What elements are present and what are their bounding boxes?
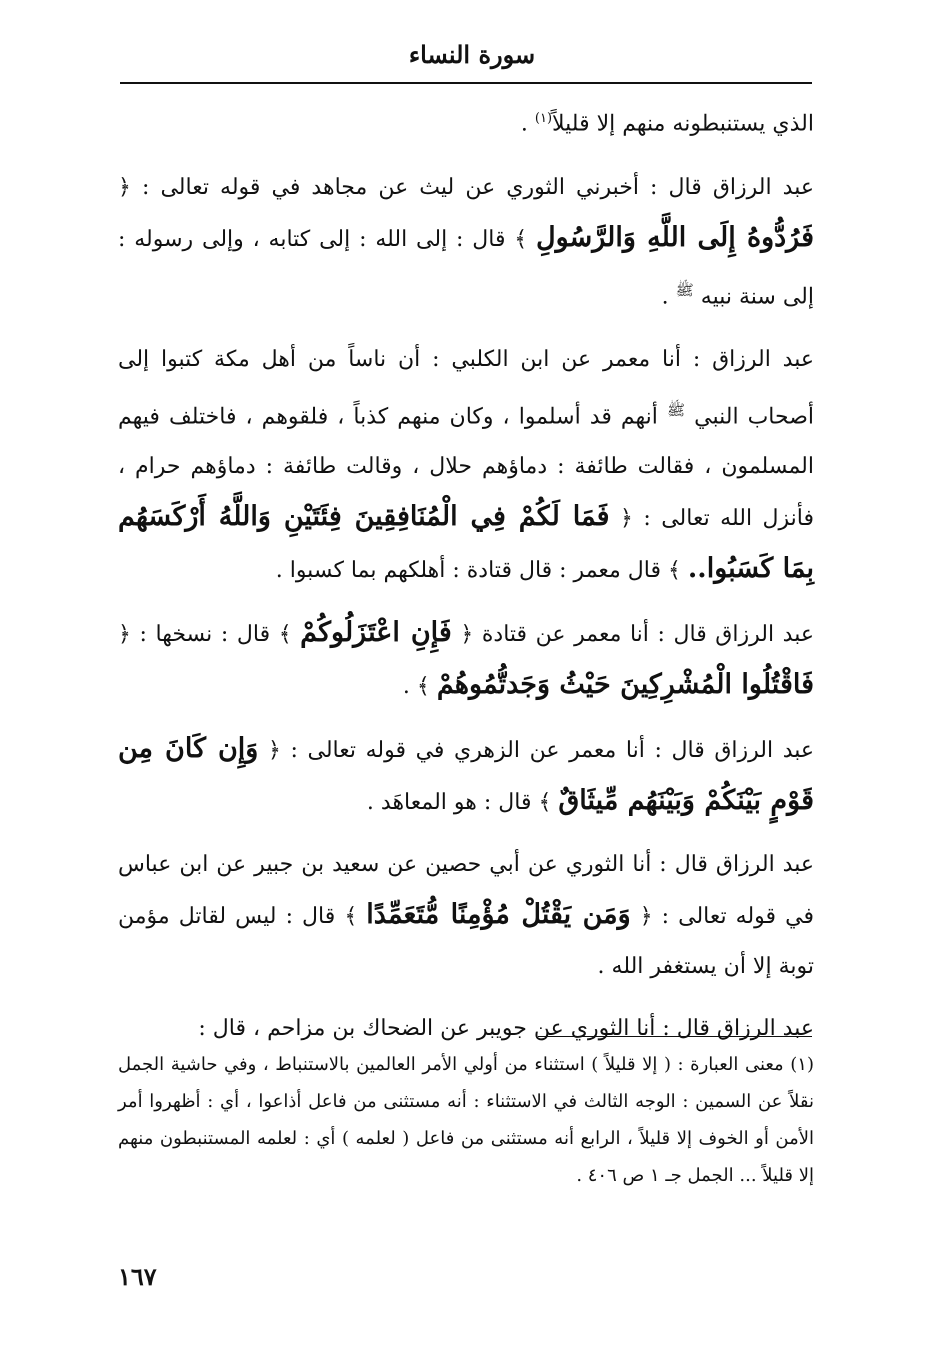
header-divider bbox=[120, 82, 812, 84]
paragraph-text: . bbox=[402, 673, 417, 699]
quran-open-bracket: ﴿ bbox=[118, 621, 131, 647]
quran-verse: فَاقْتُلُوا الْمُشْرِكِينَ حَيْثُ وَجَدتُّمُوهُمْ bbox=[436, 668, 814, 700]
paragraph-text: قال : هو المعاهَد . bbox=[366, 789, 539, 815]
paragraph-text: قال : نسخها : bbox=[130, 621, 279, 647]
honorific-glyph: ﷺ bbox=[666, 400, 686, 419]
main-text bbox=[118, 94, 814, 1066]
paragraph-text: أنهم قد أسلموا ، وكان منهم كذباً ، فلقوهم ، فاختلف فيهم المسلمون ، فقالت طائفة : دماؤهم حلال ، وقالت طائفة : دماؤهم حرام ، فأنزل الله تعالى : bbox=[118, 403, 814, 531]
quran-verse: فَرُدُّوهُ إِلَى اللَّهِ وَالرَّسُولِ bbox=[536, 222, 814, 254]
quran-close-bracket: ﴾ bbox=[668, 557, 681, 583]
paragraph-text: . bbox=[661, 284, 676, 310]
paragraph-text: عبد الرزاق : أنا معمر عن ابن الكلبي : أن ناساً من أهل مكة كتبوا إلى أصحاب النبي bbox=[118, 346, 815, 429]
paragraph-4 bbox=[118, 608, 814, 712]
quran-open-bracket: ﴿ bbox=[639, 903, 653, 929]
page-number: ١٦٧ bbox=[118, 1262, 157, 1291]
quran-verse: وَإِن كَانَ مِن قَوْمٍ بَيْنَكُمْ وَبَيْنَهُم مِّيثَاقٌ bbox=[118, 732, 814, 816]
quran-open-bracket: ﴿ bbox=[619, 505, 633, 531]
paragraph-text: عبد الرزاق قال : أخبرني الثوري عن ليث عن مجاهد في قوله تعالى : bbox=[130, 175, 814, 201]
paragraph-text: . bbox=[520, 111, 535, 137]
quran-open-bracket: ﴿ bbox=[460, 621, 474, 647]
footnote-text: معنى العبارة : ( إلا قليلاً ) استثناء من أولي الأمر العالمين بالاستنباط ، وفي حاشية الجمل نقلاً عن السمين : الوجه الثالث في الاستثناء : أنه مستثنى من فاعل أذاعوا ، أي : أظهروا أمر الأمن أو الخوف إلا قليلاً ، الرابع أنه مستثنى من فاعل ( لعلمه ) أي : لعلمه المستنبطون منهم إلا قليلاً ... الجمل جـ ١ ص ٤٠٦ . bbox=[118, 1054, 814, 1186]
footnote-reference: (١) bbox=[534, 111, 553, 126]
quran-open-bracket: ﴿ bbox=[267, 737, 281, 763]
quran-close-bracket: ﴾ bbox=[538, 789, 552, 815]
running-header-title: سورة النساء bbox=[408, 40, 536, 69]
paragraph-text: قال : إلى الله : إلى كتابه ، وإلى رسوله : إلى سنة نبيه bbox=[118, 227, 814, 310]
quran-verse: فَإِنِ اعْتَزَلُوكُمْ bbox=[300, 616, 452, 648]
quran-close-bracket: ﴾ bbox=[514, 227, 528, 253]
footnote-1 bbox=[118, 1046, 814, 1194]
quran-close-bracket: ﴾ bbox=[416, 673, 430, 699]
quran-verse: وَمَن يَقْتُلْ مُؤْمِنًا مُّتَعَمِّدًا bbox=[366, 898, 631, 930]
paragraph-text: عبد الرزاق قال : أنا معمر عن قتادة bbox=[473, 621, 814, 647]
paragraph-3 bbox=[118, 335, 814, 596]
paragraph-2 bbox=[118, 163, 814, 322]
footnote-body bbox=[118, 1046, 814, 1194]
paragraph-text: عبد الرزاق قال : أنا الثوري عن جويبر عن الضحاك بن مزاحم ، قال : bbox=[198, 1015, 814, 1041]
paragraph-text: قال معمر : قال قتادة : أهلكهم بما كسبوا . bbox=[275, 557, 669, 583]
footnote-divider bbox=[538, 1036, 812, 1037]
quran-close-bracket: ﴾ bbox=[278, 621, 292, 647]
paragraph-6 bbox=[118, 840, 814, 992]
paragraph-text: عبد الرزاق قال : أنا معمر عن الزهري في قوله تعالى : bbox=[280, 737, 815, 763]
paragraph-5 bbox=[118, 724, 814, 828]
paragraph-text: قال : ليس لقاتل مؤمن توبة إلا أن يستغفر الله . bbox=[118, 903, 814, 979]
quran-open-bracket: ﴿ bbox=[118, 175, 131, 201]
quran-close-bracket: ﴾ bbox=[344, 903, 358, 929]
footnote-number: (١) bbox=[790, 1054, 814, 1075]
paragraph-1 bbox=[118, 94, 814, 149]
footnotes-section bbox=[118, 1046, 814, 1194]
paragraph-text: الذي يستنبطونه منهم إلا قليلاً bbox=[552, 111, 814, 137]
quran-verse: فَمَا لَكُمْ فِي الْمُنَافِقِينَ فِئَتَيْنِ وَاللَّهُ أَرْكَسَهُم بِمَا كَسَبُوا.. bbox=[118, 500, 814, 584]
paragraph-text: عبد الرزاق قال : أنا الثوري عن أبي حصين عن سعيد بن جبير عن ابن عباس في قوله تعالى : bbox=[118, 851, 814, 929]
honorific-glyph: ﷺ bbox=[675, 281, 694, 300]
